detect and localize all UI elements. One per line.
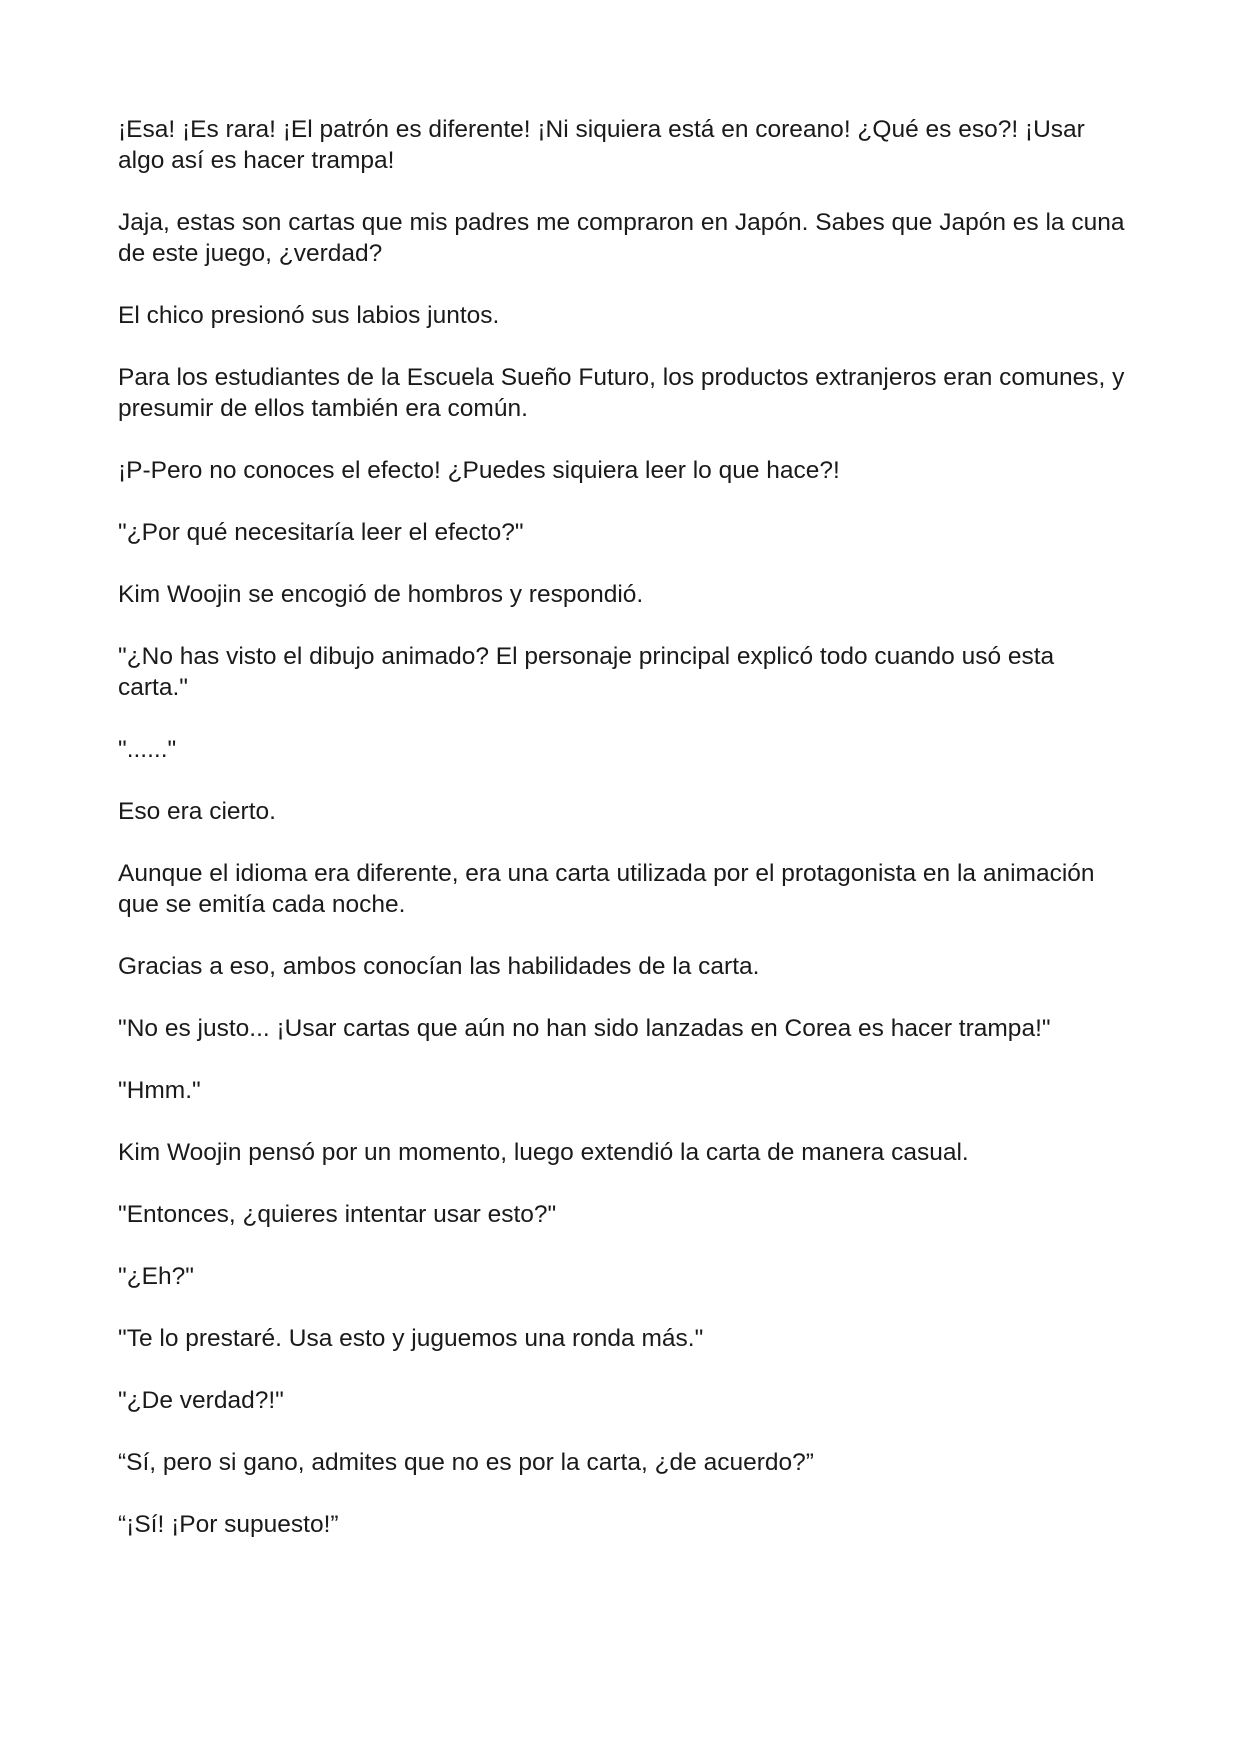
paragraph: Kim Woojin pensó por un momento, luego extendió la carta de manera casual. bbox=[118, 1139, 969, 1166]
paragraph: ¡Esa! ¡Es rara! ¡El patrón es diferente! ¡Ni siquiera está en coreano! ¿Qué es eso?! ¡Usar algo así es hacer trampa! bbox=[118, 116, 1085, 174]
paragraph: Aunque el idioma era diferente, era una carta utilizada por el protagonista en la animación que se emitía cada noche. bbox=[118, 860, 1095, 918]
paragraph: "¿Eh?" bbox=[118, 1263, 194, 1290]
paragraph: “Sí, pero si gano, admites que no es por la carta, ¿de acuerdo?” bbox=[118, 1449, 814, 1476]
paragraph: "No es justo... ¡Usar cartas que aún no han sido lanzadas en Corea es hacer trampa!" bbox=[118, 1015, 1051, 1042]
paragraph: Eso era cierto. bbox=[118, 798, 276, 825]
paragraph: "¿No has visto el dibujo animado? El personaje principal explicó todo cuando usó esta carta." bbox=[118, 643, 1055, 701]
paragraph: "Te lo prestaré. Usa esto y juguemos una ronda más." bbox=[118, 1325, 704, 1352]
paragraph: Jaja, estas son cartas que mis padres me compraron en Japón. Sabes que Japón es la cuna de este juego, ¿verdad? bbox=[118, 209, 1125, 267]
document-body bbox=[118, 114, 1128, 1571]
paragraph: ¡P-Pero no conoces el efecto! ¿Puedes siquiera leer lo que hace?! bbox=[118, 457, 840, 484]
paragraph: "Entonces, ¿quieres intentar usar esto?" bbox=[118, 1201, 557, 1228]
paragraph: "¿Por qué necesitaría leer el efecto?" bbox=[118, 519, 524, 546]
paragraph: El chico presionó sus labios juntos. bbox=[118, 302, 500, 329]
paragraph: Kim Woojin se encogió de hombros y respondió. bbox=[118, 581, 644, 608]
paragraph: "Hmm." bbox=[118, 1077, 201, 1104]
paragraph: "¿De verdad?!" bbox=[118, 1387, 284, 1414]
paragraph: Para los estudiantes de la Escuela Sueño Futuro, los productos extranjeros eran comunes, y presumir de ellos también era común. bbox=[118, 364, 1125, 422]
paragraph: Gracias a eso, ambos conocían las habilidades de la carta. bbox=[118, 953, 760, 980]
paragraph: “¡Sí! ¡Por supuesto!” bbox=[118, 1511, 339, 1538]
paragraph: "......" bbox=[118, 736, 177, 763]
